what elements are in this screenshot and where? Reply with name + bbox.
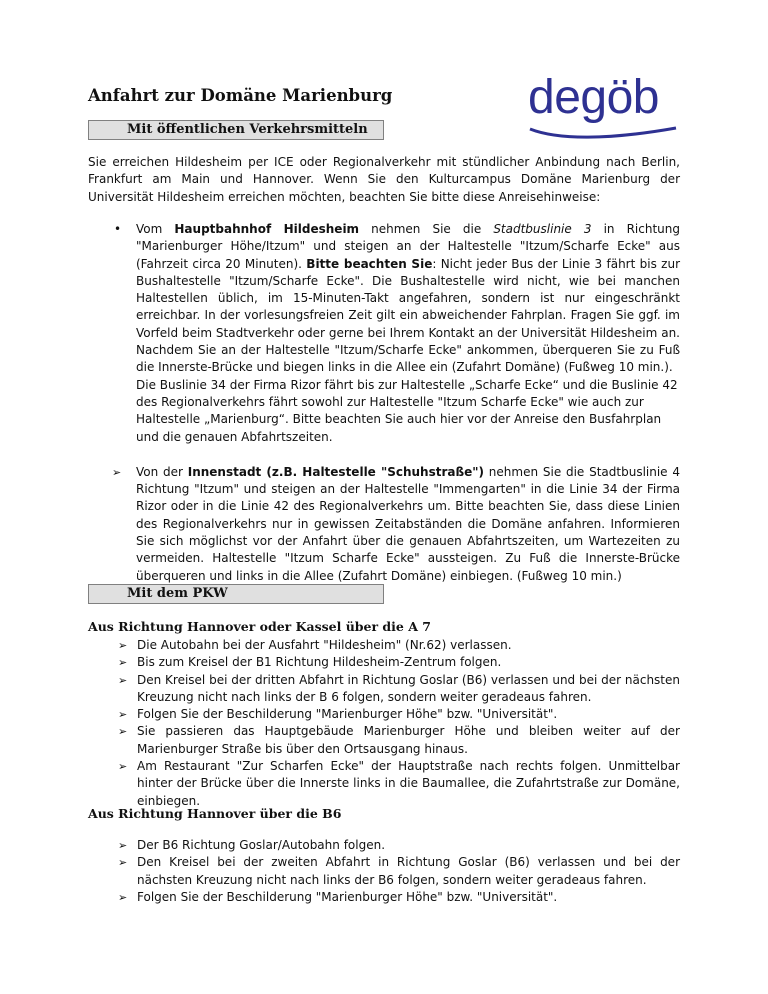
step-text: Den Kreisel bei der dritten Abfahrt in Richtung Goslar (B6) verlassen und bei der nächsten Kreuzung nicht nach links der B 6 folgen, sondern weiter geradeaus fahren.	[137, 672, 680, 704]
route-heading-a7: Aus Richtung Hannover oder Kassel über die A 7	[88, 619, 431, 634]
intro-paragraph: Sie erreichen Hildesheim per ICE oder Regionalverkehr mit stündlicher Anbindung nach Berlin, Frankfurt am Main und Hannover. Wenn Sie den Kulturcampus Domäne Marienburg der Universität Hildesheim erreichen möchten, beachten Sie bitte diese Anreisehinweise:	[88, 155, 680, 204]
degoeb-logo	[528, 71, 678, 136]
list-item	[88, 854, 680, 889]
arrow-bullet-icon: ➢	[118, 656, 128, 670]
list-item	[88, 758, 680, 810]
logo-wave-icon	[528, 126, 678, 140]
step-text: Folgen Sie der Beschilderung "Marienburger Höhe" bzw. "Universität".	[137, 707, 558, 722]
innenstadt-text-1: Von der	[136, 464, 188, 479]
arrow-bullet-icon: ➢	[118, 760, 128, 774]
public-transport-list	[112, 221, 680, 585]
step-text: Am Restaurant "Zur Scharfen Ecke" der Hauptstraße nach rechts folgen. Unmittelbar hinter der Brücke über die Innerste links in die Baumallee, die Zufahrtstraße zur Domäne, einbiegen.	[137, 759, 680, 808]
hbf-text-3: in Richtung "Marienburger Höhe/Itzum" und steigen an der Haltestelle "Itzum/Scharfe Ecke" aus (Fahrzeit circa 20 Minuten).	[136, 222, 680, 271]
step-text: Die Autobahn bei der Ausfahrt "Hildesheim" (Nr.62) verlassen.	[137, 638, 512, 652]
hbf-text-2: nehmen Sie die	[359, 222, 494, 236]
route-heading-b6: Aus Richtung Hannover über die B6	[88, 806, 342, 821]
list-item-hauptbahnhof	[112, 221, 680, 446]
hbf-bold-hauptbahnhof: Hauptbahnhof Hildesheim	[174, 222, 360, 236]
route-a7-steps	[88, 637, 680, 810]
section-heading-public-transport: Mit öffentlichen Verkehrsmitteln	[88, 120, 384, 140]
arrow-bullet-icon: ➢	[118, 639, 128, 652]
arrow-bullet-icon: ➢	[118, 856, 128, 870]
hbf-bold-beachten: Bitte beachten Sie	[306, 256, 433, 271]
step-text: Der B6 Richtung Goslar/Autobahn folgen.	[137, 838, 386, 852]
page-title: Anfahrt zur Domäne Marienburg	[88, 86, 393, 105]
arrow-bullet-icon: ➢	[118, 708, 128, 722]
hbf-text-1: Vom	[136, 222, 175, 236]
arrow-bullet-icon: ➢	[118, 673, 128, 687]
list-item	[88, 837, 680, 854]
arrow-bullet-icon: ➢	[112, 465, 122, 479]
step-text: Sie passieren das Hauptgebäude Marienburger Höhe und bleiben weiter auf der Marienburger Straße bis über den Ortsausgang hinaus.	[137, 724, 680, 756]
hbf-text-4: : Nicht jeder Bus der Linie 3 fährt bis zur Bushaltestelle "Itzum/Scharfe Ecke". Die Bushaltestelle wird nicht, wie bei manchen Haltestellen üblich, im 15-Minuten-Takt angefahren, sondern ist nur eingeschränkt erreichbar. In der vorlesungsfreien Zeit gilt ein abweichender Fahrplan. Fragen Sie ggf. im Vorfeld beim Stadtverkehr oder gerne bei Ihrem Kontakt an der Universität Hildesheim an. Nachdem Sie an der Haltestelle "Itzum/Scharfe Ecke" ankommen, überqueren Sie zu Fuß die Innerste-Brücke und biegen links in die Allee ein (Zufahrt Domäne) (Fußweg 10 min.).	[136, 256, 681, 375]
hbf-paragraph-2: Die Buslinie 34 der Firma Rizor fährt bis zur Haltestelle „Scharfe Ecke“ und die Buslinie 42 des Regionalverkehrs fährt sowohl zur Haltestelle "Itzum Scharfe Ecke" wie auch zur Haltestelle „Marienburg“. Bitte beachten Sie auch hier vor der Anreise den Busfahrplan und die genauen Abfahrtszeiten.	[136, 377, 678, 444]
list-item	[88, 654, 680, 671]
route-b6-steps	[88, 837, 680, 906]
list-item	[88, 672, 680, 707]
list-item	[88, 889, 680, 906]
list-item	[88, 706, 680, 723]
list-item-innenstadt	[112, 464, 680, 585]
step-text: Folgen Sie der Beschilderung "Marienburger Höhe" bzw. "Universität".	[137, 889, 558, 904]
innenstadt-bold: Innenstadt (z.B. Haltestelle "Schuhstraße")	[187, 464, 485, 479]
arrow-bullet-icon: ➢	[118, 725, 128, 739]
step-text: Bis zum Kreisel der B1 Richtung Hildesheim-Zentrum folgen.	[137, 655, 502, 670]
innenstadt-text-2: nehmen Sie die Stadtbuslinie 4 Richtung "Itzum" und steigen an der Haltestelle "Immengarten" in die Linie 34 der Firma Rizor oder in die Linie 42 des Regionalverkehrs um. Bitte beachten Sie, dass diese Linien des Regionalverkehrs nur in gewissen Zeitabständen die Domäne anfahren. Informieren Sie sich möglichst vor der Anfahrt über die genauen Abfahrtszeiten, um Wartezeiten zu vermeiden. Haltestelle "Itzum Scharfe Ecke" aussteigen. Zu Fuß die Innerste-Brücke überqueren und links in die Allee (Zufahrt Domäne) einbiegen. (Fußweg 10 min.)	[136, 464, 680, 583]
hbf-italic-stadtbuslinie: Stadtbuslinie 3	[493, 222, 592, 236]
step-text: Den Kreisel bei der zweiten Abfahrt in Richtung Goslar (B6) verlassen und bei der nächsten Kreuzung nicht nach links der B6 folgen, sondern weiter geradeaus fahren.	[137, 855, 680, 887]
logo-wordmark: degöb	[528, 71, 659, 124]
bullet-icon: •	[114, 222, 122, 236]
list-item	[88, 723, 680, 758]
arrow-bullet-icon: ➢	[118, 839, 128, 852]
list-item	[88, 637, 680, 654]
section-heading-pkw: Mit dem PKW	[88, 584, 384, 604]
arrow-bullet-icon: ➢	[118, 890, 128, 904]
